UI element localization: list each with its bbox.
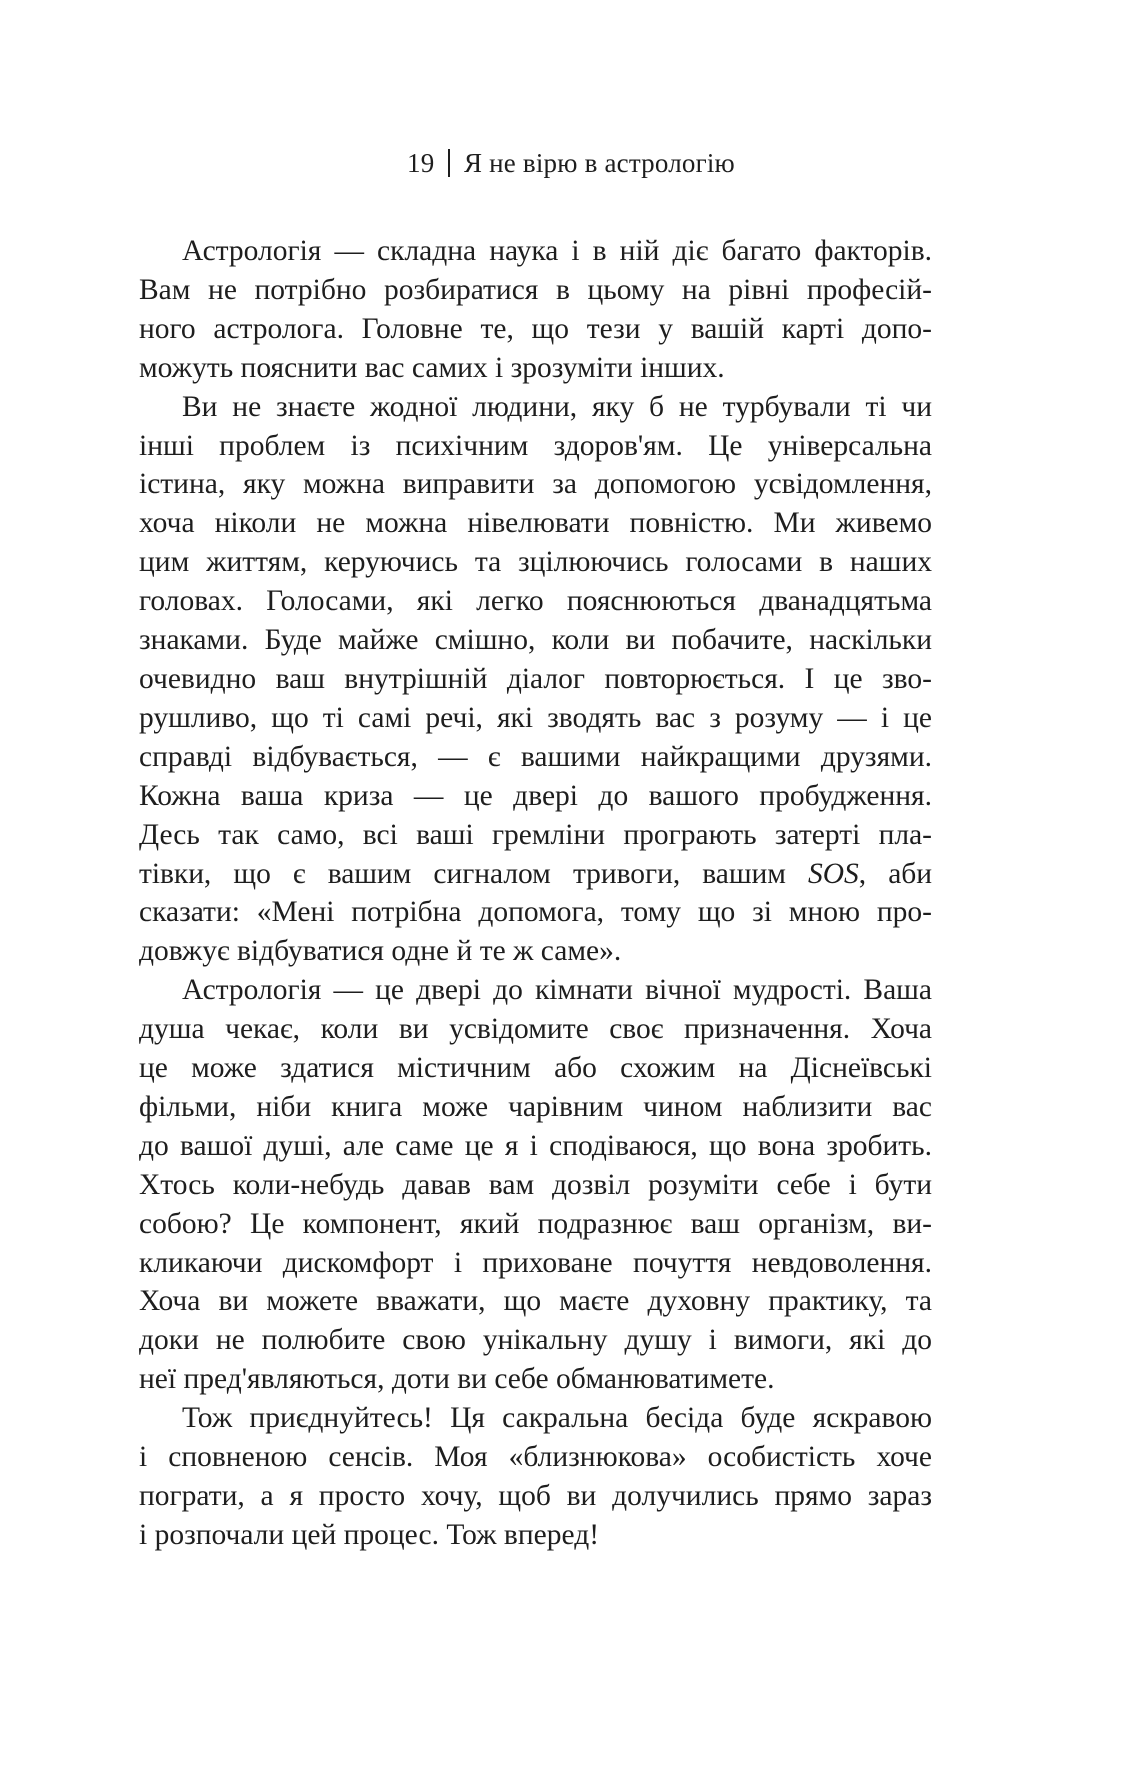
text-line-sos (139, 855, 932, 894)
paragraph-4 (139, 1399, 932, 1555)
text-line: Вам не потрібно розбиратися в цьому на рівні професій- (139, 273, 932, 306)
text-line: сказати: «Мені потрібна допомога, тому що зі мною про- (139, 896, 932, 929)
text-line: і розпочали цей процес. Тож вперед! (139, 1518, 600, 1551)
chapter-title: Я не вірю в астрологію (463, 148, 735, 178)
header-separator (448, 149, 450, 177)
paragraph-2 (139, 388, 932, 972)
text-fragment: , аби (858, 857, 932, 890)
text-line: душа чекає, коли ви усвідомите своє призначення. Хоча (139, 1013, 932, 1046)
text-line: до вашої душі, але саме це я і сподіваюся, що вона зробить. (139, 1129, 932, 1162)
page-number: 19 (407, 148, 435, 178)
text-line: очевидно ваш внутрішній діалог повторюється. І це зво- (139, 662, 932, 695)
text-line: хоча ніколи не можна нівелювати повністю. Ми живемо (139, 507, 932, 540)
text-line: Ви не знаєте жодної людини, яку б не турбували ті чи (182, 390, 932, 423)
text-line: Астрологія — складна наука і в ній діє багато факторів. (182, 235, 932, 267)
text-fragment: тівки, що є вашим сигналом тривоги, вашим (139, 857, 786, 890)
text-line: Десь так само, всі ваші гремліни програють затерті пла- (139, 818, 932, 851)
text-line: і сповненою сенсів. Моя «близнюкова» особистість хоче (139, 1441, 932, 1474)
text-line: кликаючи дискомфорт і приховане почуття невдоволення. (139, 1246, 932, 1279)
text-line: пограти, а я просто хочу, щоб ви долучились прямо зараз (139, 1480, 932, 1512)
text-line: Хоча ви можете вважати, що маєте духовну практику, та (139, 1285, 932, 1318)
body-text (139, 232, 932, 1555)
text-line: Астрологія — це двері до кімнати вічної мудрості. Ваша (182, 974, 932, 1007)
text-line: цим життям, керуючись та зцілюючись голосами в наших (139, 546, 932, 579)
paragraph-1 (139, 232, 932, 388)
text-line: істина, яку можна виправити за допомогою усвідомлення, (139, 468, 932, 501)
text-line: головах. Голосами, які легко пояснюються дванадцятьма (139, 585, 932, 618)
text-line: доки не полюбите свою унікальну душу і вимоги, які до (139, 1324, 932, 1357)
text-line: Тож приєднуйтесь! Ця сакральна бесіда буде яскравою (182, 1402, 932, 1435)
text-line: це може здатися містичним або схожим на Діснеївські (139, 1052, 932, 1085)
text-line: інші проблем із психічним здоров'ям. Це універсальна (139, 429, 932, 462)
text-line: Кожна ваша криза — це двері до вашого пробудження. (139, 779, 932, 812)
text-line: неї пред'являються, доти ви себе обманюватимете. (139, 1363, 775, 1396)
text-line: довжує відбуватися одне й те ж саме». (139, 935, 622, 968)
text-line: справді відбувається, — є вашими найкращими друзями. (139, 740, 932, 773)
text-line: Хтось коли-небудь давав вам дозвіл розуміти себе і бути (139, 1168, 932, 1201)
text-line: знаками. Буде майже смішно, коли ви побачите, наскільки (139, 624, 932, 657)
sos-emphasis: SOS (808, 857, 859, 890)
text-line: ного астролога. Головне те, що тези у вашій карті допо- (139, 312, 932, 345)
text-line: рушливо, що ті самі речі, які зводять вас з розуму — і це (139, 701, 932, 734)
paragraph-3 (139, 971, 932, 1399)
running-head (0, 143, 1142, 183)
text-line: фільми, ніби книга може чарівним чином наблизити вас (139, 1090, 932, 1123)
text-line: можуть пояснити вас самих і зрозуміти інших. (139, 351, 725, 384)
text-line: собою? Це компонент, який подразнює ваш організм, ви- (139, 1207, 932, 1240)
